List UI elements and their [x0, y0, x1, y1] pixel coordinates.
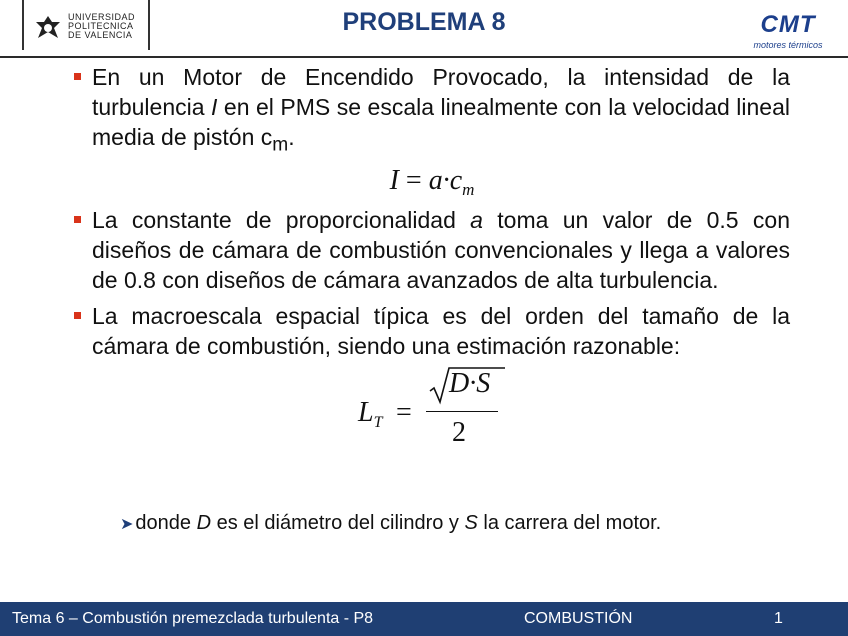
- bullet-text: toma un valor de 0.5 con diseños de cámara de combustión convencionales y llega a valores de 0.8 con diseños de cámara avanzados de alta turbulencia.: [92, 206, 790, 293]
- upv-logo-line-1: UNIVERSIDAD: [68, 12, 136, 22]
- slide-header: [0, 0, 848, 56]
- bullet-square-icon: [74, 216, 81, 223]
- formula-subscript: m: [462, 179, 475, 199]
- footer-course: COMBUSTIÓN: [524, 610, 633, 627]
- bullet-text: en el PMS se escala linealmente con la velocidad lineal media de pistón c: [92, 94, 790, 150]
- bullet-text: .: [288, 124, 295, 150]
- note-symbol-d: D: [196, 512, 212, 534]
- note-symbol-s: S: [464, 512, 478, 534]
- note-text: es el diámetro del cilindro y: [211, 512, 465, 534]
- fraction-bar: [426, 411, 498, 413]
- cmt-logo: [742, 11, 834, 52]
- formula-lhs-symbol: L: [358, 396, 374, 428]
- footer-topic: Tema 6 – Combustión premezclada turbulenta - P8: [12, 610, 374, 627]
- cmt-logo-subtitle: motores térmicos: [753, 40, 823, 50]
- formula-rhs: a·c: [428, 164, 463, 196]
- note-definitions: [120, 512, 661, 535]
- formula-denominator: 2: [452, 416, 466, 448]
- formula-equals: =: [398, 164, 429, 196]
- bullet-text: La macroescala espacial típica es del orden del tamaño de la cámara de combustión, siendo una estimación razonable:: [92, 302, 790, 359]
- bullet-macroscale: [74, 301, 790, 361]
- bullet-turbulence-intensity: [74, 62, 790, 161]
- slide-title: PROBLEMA 8: [342, 8, 506, 36]
- bullet-square-icon: [74, 73, 81, 80]
- bullet-proportionality-constant: [74, 205, 790, 295]
- bullet-emph: I: [211, 94, 218, 120]
- note-text: la carrera del motor.: [477, 512, 662, 534]
- bullet-text: La constante de proporcionalidad: [92, 206, 471, 233]
- formula-numerator-text: D·S: [449, 367, 491, 399]
- footer-page-number: 1: [774, 610, 783, 627]
- upv-logo-line-2: POLITECNICA: [68, 21, 134, 31]
- slide-footer: [0, 602, 848, 636]
- bullet-emph: a: [470, 206, 483, 233]
- formula-lhs: I: [389, 164, 399, 196]
- slide-body: [74, 62, 790, 457]
- formula-lhs-subscript: T: [373, 413, 383, 431]
- bullet-subscript: m: [272, 134, 289, 156]
- cmt-logo-word: CMT: [760, 11, 816, 38]
- header-divider: [0, 56, 848, 58]
- formula-equals: =: [396, 396, 412, 428]
- bullet-text: En un Motor de Encendido Provocado, la intensidad de la turbulencia: [92, 64, 790, 120]
- arrow-bullet-icon: ➤: [120, 516, 134, 533]
- bullet-square-icon: [74, 312, 81, 319]
- formula-lhs: [358, 397, 382, 432]
- formula-macroscale: [74, 365, 790, 457]
- upv-logo-line-3: DE VALENCIA: [68, 30, 133, 40]
- note-text: donde: [135, 512, 197, 534]
- formula-numerator: [429, 365, 505, 405]
- formula-intensity: [74, 162, 790, 202]
